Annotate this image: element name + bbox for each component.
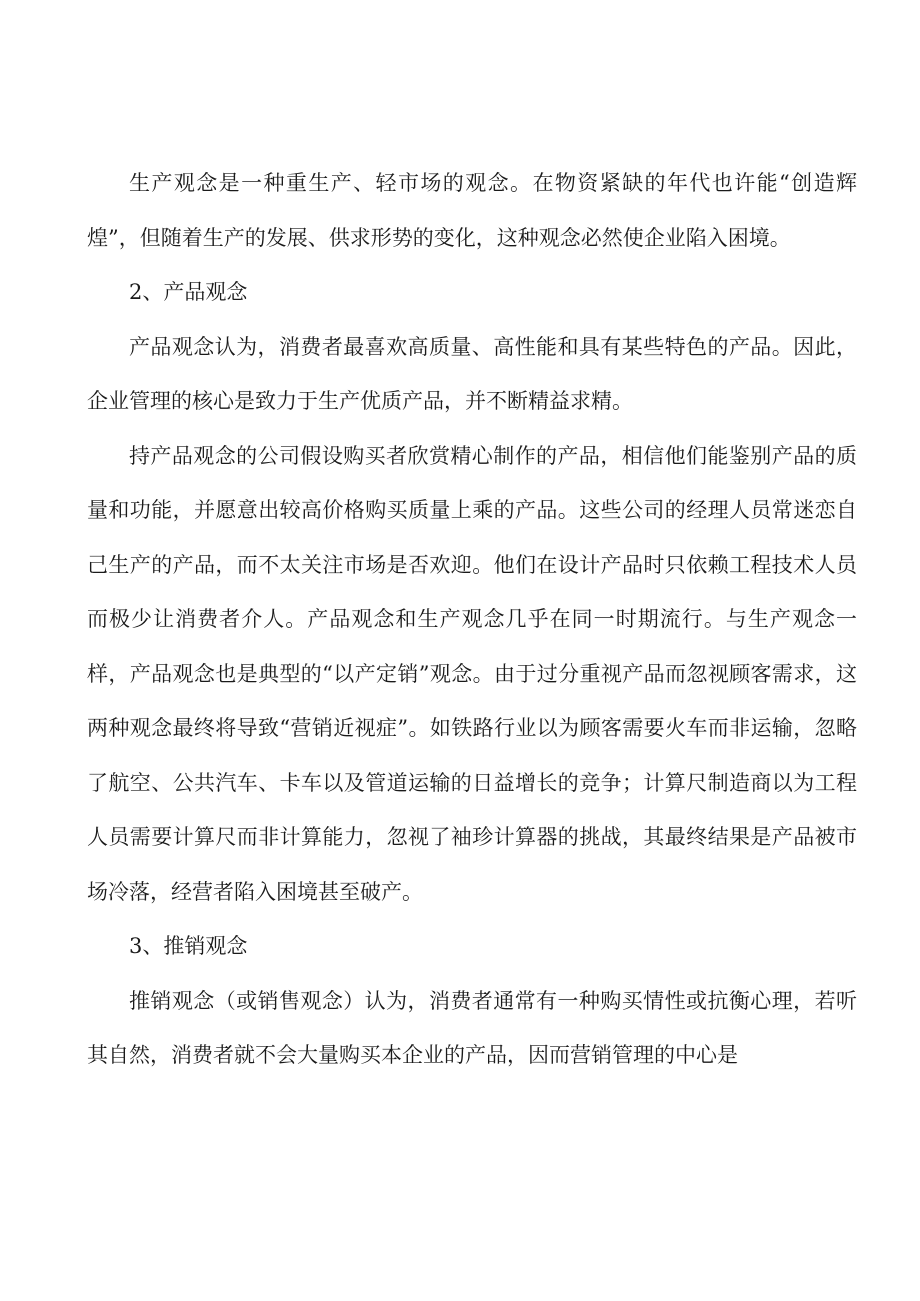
paragraph-production-concept: 生产观念是一种重生产、轻市场的观念。在物资紧缺的年代也许能“创造辉煌”，但随着生产的发展、供求形势的变化，这种观念必然使企业陷入困境。 xyxy=(87,171,857,250)
section-heading-selling-concept: 3、推销观念 xyxy=(129,934,248,958)
paragraph-product-concept: 产品观念认为，消费者最喜欢高质量、高性能和具有某些特色的产品。因此，企业管理的核心是致力于生产优质产品，并不断精益求精。 xyxy=(87,334,857,413)
document-body xyxy=(87,156,857,1083)
paragraph-product-concept-detail: 持产品观念的公司假设购买者欣赏精心制作的产品，相信他们能鉴别产品的质量和功能，并愿意出较高价格购买质量上乘的产品。这些公司的经理人员常迷恋自己生产的产品，而不太关注市场是否欢迎。他们在设计产品时只依赖工程技术人员而极少让消费者介人。产品观念和生产观念几乎在同一时期流行。与生产观念一样，产品观念也是典型的“以产定销”观念。由于过分重视产品而忽视顾客需求，这两种观念最终将导致“营销近视症”。如铁路行业以为顾客需要火车而非运输，忽略了航空、公共汽车、卡车以及管道运输的日益增长的竞争；计算尺制造商以为工程人员需要计算尺而非计算能力，忽视了袖珍计算器的挑战，其最终结果是产品被市场冷落，经营者陷入困境甚至破产。 xyxy=(87,443,857,904)
section-heading-product-concept: 2、产品观念 xyxy=(129,280,248,304)
paragraph-selling-concept: 推销观念（或销售观念）认为，消费者通常有一种购买情性或抗衡心理，若听其自然，消费者就不会大量购买本企业的产品，因而营销管理的中心是 xyxy=(87,988,857,1067)
